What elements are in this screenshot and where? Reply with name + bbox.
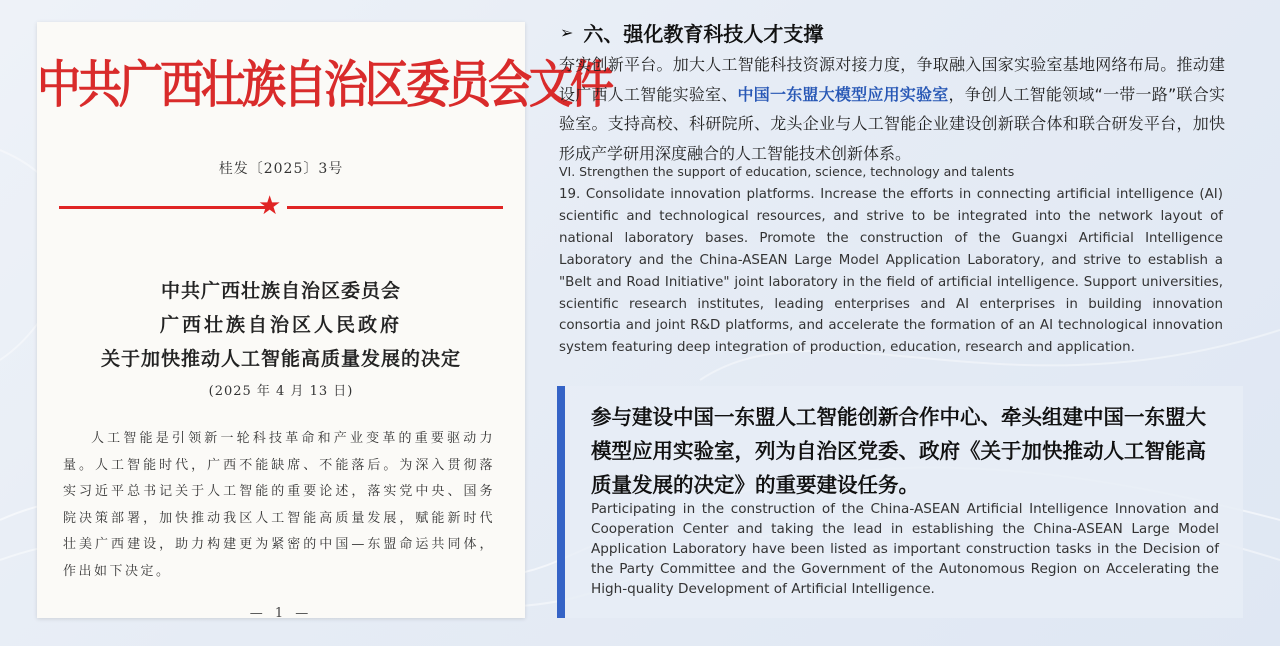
english-paragraph: 19. Consolidate innovation platforms. Increase the efforts in connecting artificial intelligence (AI) scientific and technological resources, and strive to be integrated into the network layout of national laboratory bases. Promote the construction of the Guangxi Artificial Intelligence Laboratory and the China-ASEAN Large Model Application Laboratory, and strive to establish a "Belt and Road Initiative" joint laboratory in the field of artificial intelligence. Support universities, scientific research institutes, leading enterprises and AI enterprises in building innovation consortia and joint R&D platforms, and accelerate the formation of an AI technological innovation system featuring deep integration of production, education, research and application. bbox=[559, 187, 1223, 356]
document-body: 人工智能是引领新一轮科技革命和产业变革的重要驱动力量。人工智能时代，广西不能缺席、不能落后。为深入贯彻落实习近平总书记关于人工智能的重要论述，落实党中央、国务院决策部署，加快推动我区人工智能高质量发展，赋能新时代壮美广西建设，助力构建更为紧密的中国—东盟命运共同体，作出如下决定。 bbox=[63, 431, 495, 579]
highlighted-lab-name: 中国一东盟大模型应用实验室 bbox=[737, 84, 949, 104]
section-heading-text: 六、强化教育科技人才支撑 bbox=[583, 22, 824, 46]
chinese-paragraph-part-1: 夯实创新平台。加大人工智能科技资源对接力度，争取融入国家实验室基地网络布局。推动建设广西人工智能实验室、 bbox=[559, 55, 1225, 104]
document-title-line-2: 广西壮族自治区人民政府 bbox=[159, 314, 402, 336]
red-divider-right bbox=[287, 206, 503, 209]
chinese-paragraph bbox=[559, 50, 1225, 168]
callout-chinese-text: 参与建设中国一东盟人工智能创新合作中心、牵头组建中国一东盟大模型应用实验室，列为自治区党委、政府《关于加快推动人工智能高质量发展的决定》的重要建设任务。 bbox=[591, 405, 1206, 497]
section-heading bbox=[560, 18, 823, 47]
chinese-paragraph-part-2: ，争创人工智能领域“一带一路”联合实验室。支持高校、科研院所、龙头企业与人工智能企业建设创新联合体和联合研发平台，加快形成产学研用深度融合的人工智能技术创新体系。 bbox=[559, 84, 1225, 163]
document-page-image bbox=[37, 22, 611, 621]
document-page-number: — 1 — bbox=[249, 606, 313, 621]
english-section-heading: VI. Strengthen the support of education, science, technology and talents bbox=[559, 164, 1015, 179]
red-divider-left bbox=[59, 206, 273, 209]
arrow-right-icon: ➢ bbox=[560, 23, 574, 42]
document-number: 桂发〔2025〕3号 bbox=[218, 161, 344, 177]
document-date: (2025 年 4 月 13 日) bbox=[208, 384, 354, 399]
document-title-line-1: 中共广西壮族自治区委员会 bbox=[160, 280, 401, 302]
document-title-line-3: 关于加快推动人工智能高质量发展的决定 bbox=[100, 348, 461, 370]
red-star-icon: ★ bbox=[258, 191, 282, 221]
document-header: 中共广西壮族自治区委员会文件 bbox=[37, 55, 611, 115]
callout-box bbox=[557, 386, 1243, 618]
callout-english-text: Participating in the construction of the China-ASEAN Artificial Intelligence Innovation and Cooperation Center and taking the lead in establishing the China-ASEAN Large Model Application Laboratory have been listed as important construction tasks in the Decision of the Party Committee and the Government of the Autonomous Region on Accelerating the High-quality Development of Artificial Intelligence. bbox=[591, 501, 1219, 597]
